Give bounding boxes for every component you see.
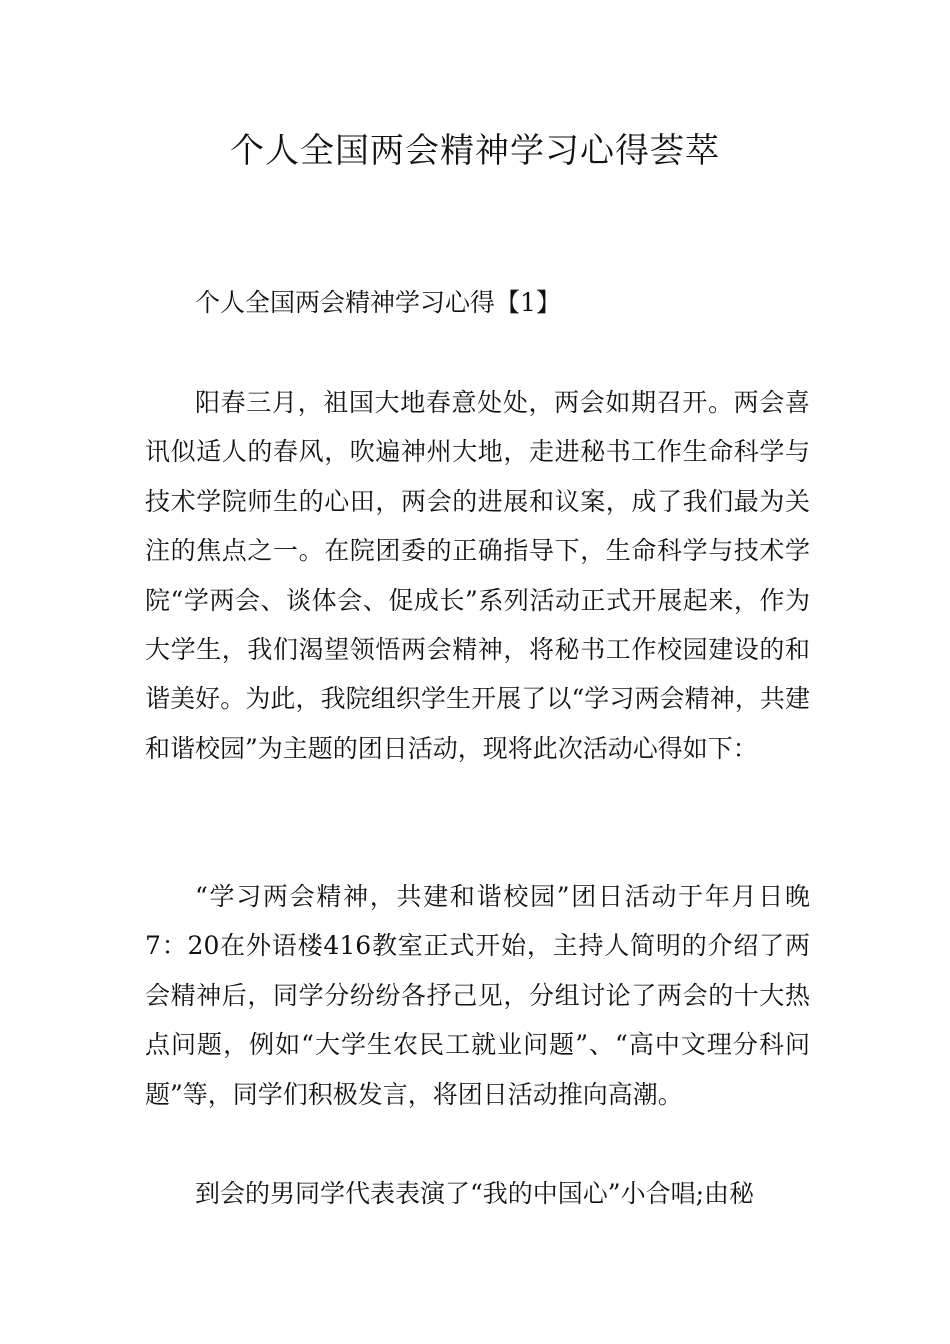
paragraph-3: 到会的男同学代表表演了“我的中国心”小合唱;由秘 — [195, 1179, 754, 1208]
section-heading: 个人全国两会精神学习心得【1】 — [195, 288, 561, 317]
paragraph-1: 阳春三月，祖国大地春意处处，两会如期召开。两会喜讯似适人的春风，吹遍神州大地，走进秘书工作生命科学与技术学院师生的心田，两会的进展和议案，成了我们最为关注的焦点之一。在院团委的正确指导下，生命科学与技术学院“学两会、谈体会、促成长”系列活动正式开展起来，作为大学生，我们渴望领悟两会精神，将秘书工作校园建设的和谐美好。为此，我院组织学生开展了以“学习两会精神，共建和谐校园”为主题的团日活动，现将此次活动心得如下： — [145, 388, 810, 763]
paragraph-2: “学习两会精神，共建和谐校园”团日活动于年月日晚7：20在外语楼416教室正式开始，主持人简明的介绍了两会精神后，同学分纷纷各抒己见，分组讨论了两会的十大热点问题，例如“大学生农民工就业问题”、“高中文理分科问题”等，同学们积极发言，将团日活动推向高潮。 — [145, 882, 810, 1109]
document-title: 个人全国两会精神学习心得荟萃 — [230, 131, 720, 171]
